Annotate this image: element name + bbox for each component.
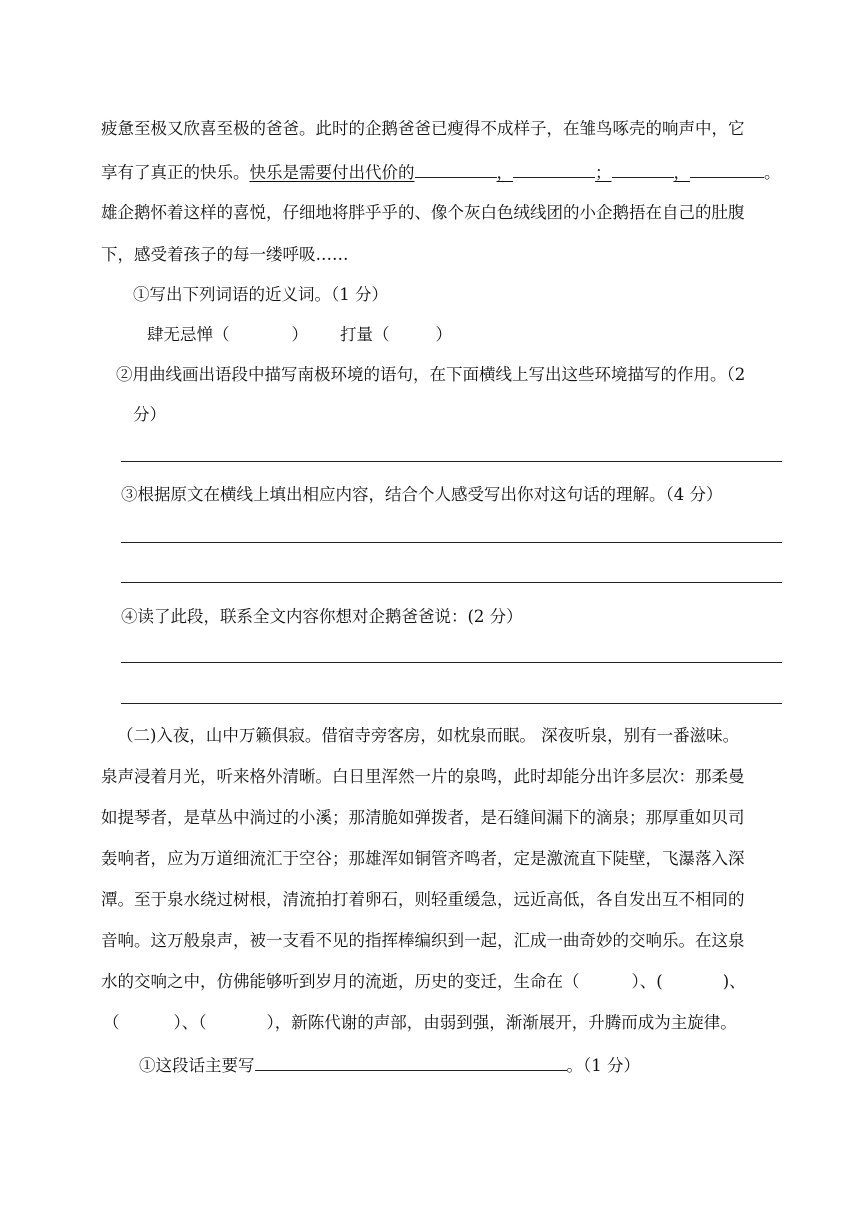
fill-blank-4[interactable] (690, 159, 764, 178)
comma-1: ， (496, 163, 513, 182)
answer-line-q2[interactable] (121, 461, 782, 462)
question-1-words (147, 323, 452, 347)
passage1-line2 (101, 159, 781, 185)
passage2-line7-mid: ）、( (631, 972, 663, 991)
fill-blank-3[interactable] (612, 159, 674, 178)
answer-line-q3-2[interactable] (121, 582, 782, 583)
period: 。 (764, 163, 781, 182)
passage1-line2-start: 享有了真正的快乐。 (101, 163, 250, 182)
passage2-line7-end: )、 (722, 972, 746, 991)
passage2-line7 (101, 970, 746, 994)
question-5-prompt (139, 1052, 640, 1078)
question-3-prompt: ③根据原文在横线上填出相应内容，结合个人感受写出你对这句话的理解。（4 分） (121, 485, 723, 504)
passage1-line1: 疲惫至极又欣喜至极的爸爸。此时的企鹅爸爸已瘦得不成样子，在雏鸟啄壳的响声中，它 (101, 119, 745, 138)
passage2-line5: 潭。至于泉水绕过树根，清流拍打着卵石，则轻重缓急，远近高低，各自发出互不相同的 (101, 890, 745, 909)
comma-2: ， (673, 163, 690, 182)
underlined-sentence: 快乐是需要付出代价的 (249, 163, 415, 182)
question-2-prompt-line2: 分） (133, 405, 166, 424)
question-4-prompt: ④读了此段，联系全文内容你想对企鹅爸爸说：(2 分） (121, 607, 523, 626)
paren-open-3: （ (103, 1013, 120, 1032)
word-1-close: ） (291, 325, 308, 344)
question-5-prompt-end: 。（1 分） (566, 1056, 640, 1075)
passage2-line8-rest: ），新陈代谢的声部，由弱到强，渐渐展开，升腾而成为主旋律。 (266, 1013, 737, 1032)
passage2-line1: （二)入夜，山中万籁俱寂。借宿寺旁客房，如枕泉而眠。 深夜听泉，别有一番滋味。 (117, 726, 740, 745)
passage1-line4: 下，感受着孩子的每一缕呼吸…… (101, 245, 349, 264)
answer-line-q4-2[interactable] (121, 703, 782, 704)
answer-line-q3-1[interactable] (121, 542, 782, 543)
passage2-line4: 轰响者，应为万道细流汇于空谷；那雄浑如铜管齐鸣者，定是激流直下陡壁，飞瀑落入深 (101, 849, 745, 868)
passage2-line6: 音响。这万般泉声，被一支看不见的指挥棒编织到一起，汇成一曲奇妙的交响乐。在这泉 (101, 931, 745, 950)
word-2: 打量（ (340, 325, 390, 344)
word-1: 肆无忌惮（ (147, 325, 230, 344)
question-1-prompt: ①写出下列词语的近义词。（1 分） (133, 285, 388, 304)
answer-blank-q5[interactable] (255, 1052, 567, 1071)
semicolon: ； (595, 163, 612, 182)
answer-line-q4-1[interactable] (121, 662, 782, 663)
passage2-line8-mid: ）、（ (173, 1013, 207, 1032)
passage1-line3: 雄企鹅怀着这样的喜悦，仔细地将胖乎乎的、像个灰白色绒线团的小企鹅捂在自己的肚腹 (101, 203, 745, 222)
passage2-line8 (103, 1011, 737, 1035)
word-2-close: ） (435, 325, 452, 344)
question-2-prompt-line1: ②用曲线画出语段中描写南极环境的语句，在下面横线上写出这些环境描写的作用。（2 (116, 365, 746, 384)
passage2-line7-start: 水的交响之中，仿佛能够听到岁月的流逝，历史的变迁，生命在（ (101, 972, 580, 991)
fill-blank-2[interactable] (513, 159, 595, 178)
question-5-prompt-start: ①这段话主要写 (139, 1056, 255, 1075)
passage2-line2: 泉声浸着月光，听来格外清晰。白日里浑然一片的泉鸣，此时却能分出许多层次：那柔曼 (101, 767, 745, 786)
passage2-line3: 如提琴者，是草丛中淌过的小溪；那清脆如弹拨者，是石缝间漏下的滴泉；那厚重如贝司 (101, 808, 745, 827)
fill-blank-1[interactable] (415, 159, 497, 178)
